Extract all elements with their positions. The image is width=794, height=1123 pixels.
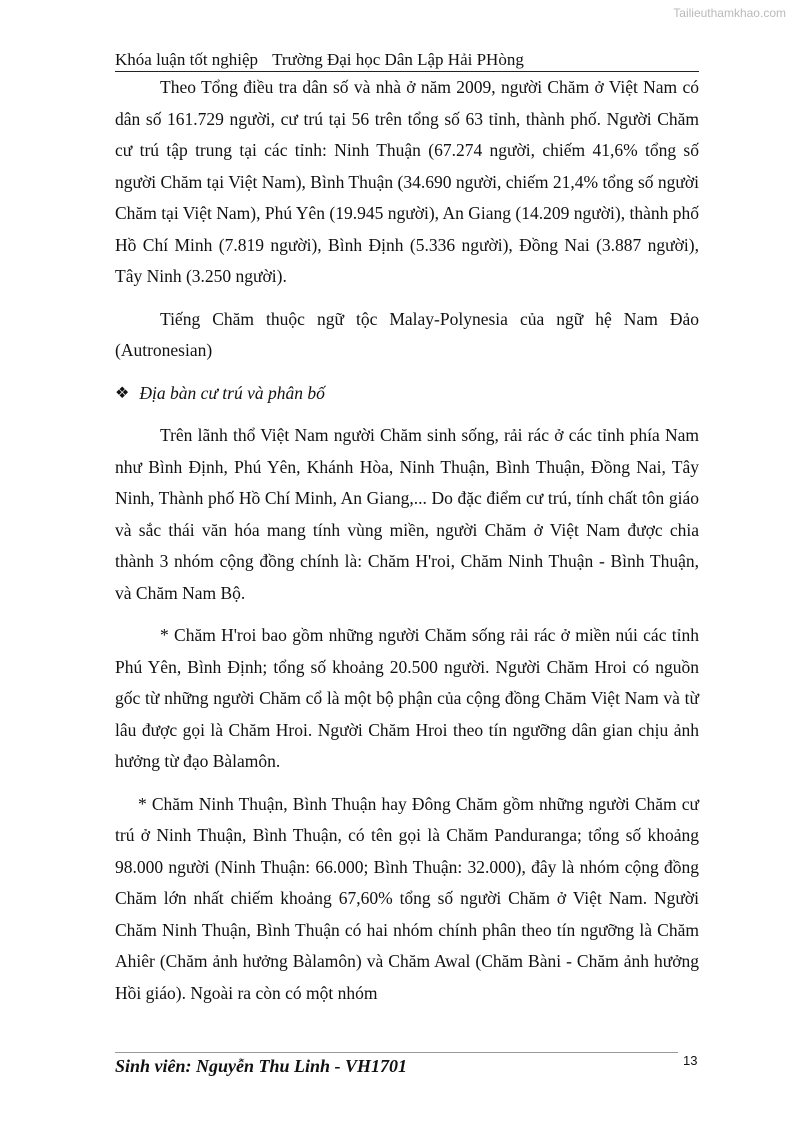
watermark: Tailieuthamkhao.com bbox=[673, 6, 786, 20]
header-thesis-label: Khóa luận tốt nghiệp bbox=[115, 50, 259, 69]
paragraph-cham-hroi: * Chăm H'roi bao gồm những người Chăm sống rải rác ở miền núi các tỉnh Phú Yên, Bình Định; tổng số khoảng 20.500 người. Người Chăm Hroi có nguồn gốc từ những người Chăm cổ là một bộ phận của cộng đồng Chăm Việt Nam và từ lâu được gọi là Chăm Hroi. Người Chăm Hroi theo tín ngưỡng dân gian chịu ảnh hưởng từ đạo Bàlamôn. bbox=[115, 625, 699, 771]
paragraph-distribution: Trên lãnh thổ Việt Nam người Chăm sinh sống, rải rác ở các tỉnh phía Nam như Bình Định, Phú Yên, Khánh Hòa, Ninh Thuận, Bình Thuận, Đồng Nai, Tây Ninh, Thành phố Hồ Chí Minh, An Giang,... Do đặc điểm cư trú, tính chất tôn giáo và sắc thái văn hóa mang tính vùng miền, người Chăm ở Việt Nam được chia thành 3 nhóm cộng đồng chính là: Chăm H'roi, Chăm Ninh Thuận - Bình Thuận, và Chăm Nam Bộ. bbox=[115, 425, 699, 603]
diamond-bullet-icon: ❖ bbox=[115, 384, 130, 402]
paragraph-population: Theo Tổng điều tra dân số và nhà ở năm 2009, người Chăm ở Việt Nam có dân số 161.729 người, cư trú tại 56 trên tổng số 63 tỉnh, thành phố. Người Chăm cư trú tập trung tại các tỉnh: Ninh Thuận (67.274 người, chiếm 41,6% tổng số người Chăm tại Việt Nam), Bình Thuận (34.690 người, chiếm 21,4% tổng số người Chăm tại Việt Nam), Phú Yên (19.945 người), An Giang (14.209 người), thành phố Hồ Chí Minh (7.819 người), Bình Định (5.336 người), Đồng Nai (3.887 người), Tây Ninh (3.250 người). bbox=[115, 77, 699, 286]
header-university: Trường Đại học Dân Lập Hải PHòng bbox=[272, 50, 524, 69]
paragraph-cham-ninh-thuan: * Chăm Ninh Thuận, Bình Thuận hay Đông Chăm gồm những người Chăm cư trú ở Ninh Thuận, Bình Thuận, có tên gọi là Chăm Panduranga; tổng số khoảng 98.000 người (Ninh Thuận: 66.000; Bình Thuận: 32.000), đây là nhóm cộng đồng Chăm lớn nhất chiếm khoảng 67,60% tổng số người Chăm ở Việt Nam. Người Chăm Ninh Thuận, Bình Thuận có hai nhóm chính phân theo tín ngưỡng là Chăm Ahiêr (Chăm ảnh hưởng Bàlamôn) và Chăm Awal (Chăm Bàni - Chăm ảnh hưởng Hồi giáo). Ngoài ra còn có một nhóm bbox=[115, 793, 699, 1003]
document-body bbox=[115, 72, 699, 1009]
subheading-text: Địa bàn cư trú và phân bố bbox=[139, 382, 325, 403]
paragraph-language: Tiếng Chăm thuộc ngữ tộc Malay-Polynesia của ngữ hệ Nam Đảo (Autronesian) bbox=[115, 308, 699, 360]
footer-student: Sinh viên: Nguyễn Thu Linh - VH1701 bbox=[115, 1056, 408, 1076]
section-subheading bbox=[115, 378, 699, 410]
footer-divider bbox=[115, 1052, 678, 1053]
page-header bbox=[115, 49, 699, 70]
page-number: 13 bbox=[683, 1053, 698, 1068]
